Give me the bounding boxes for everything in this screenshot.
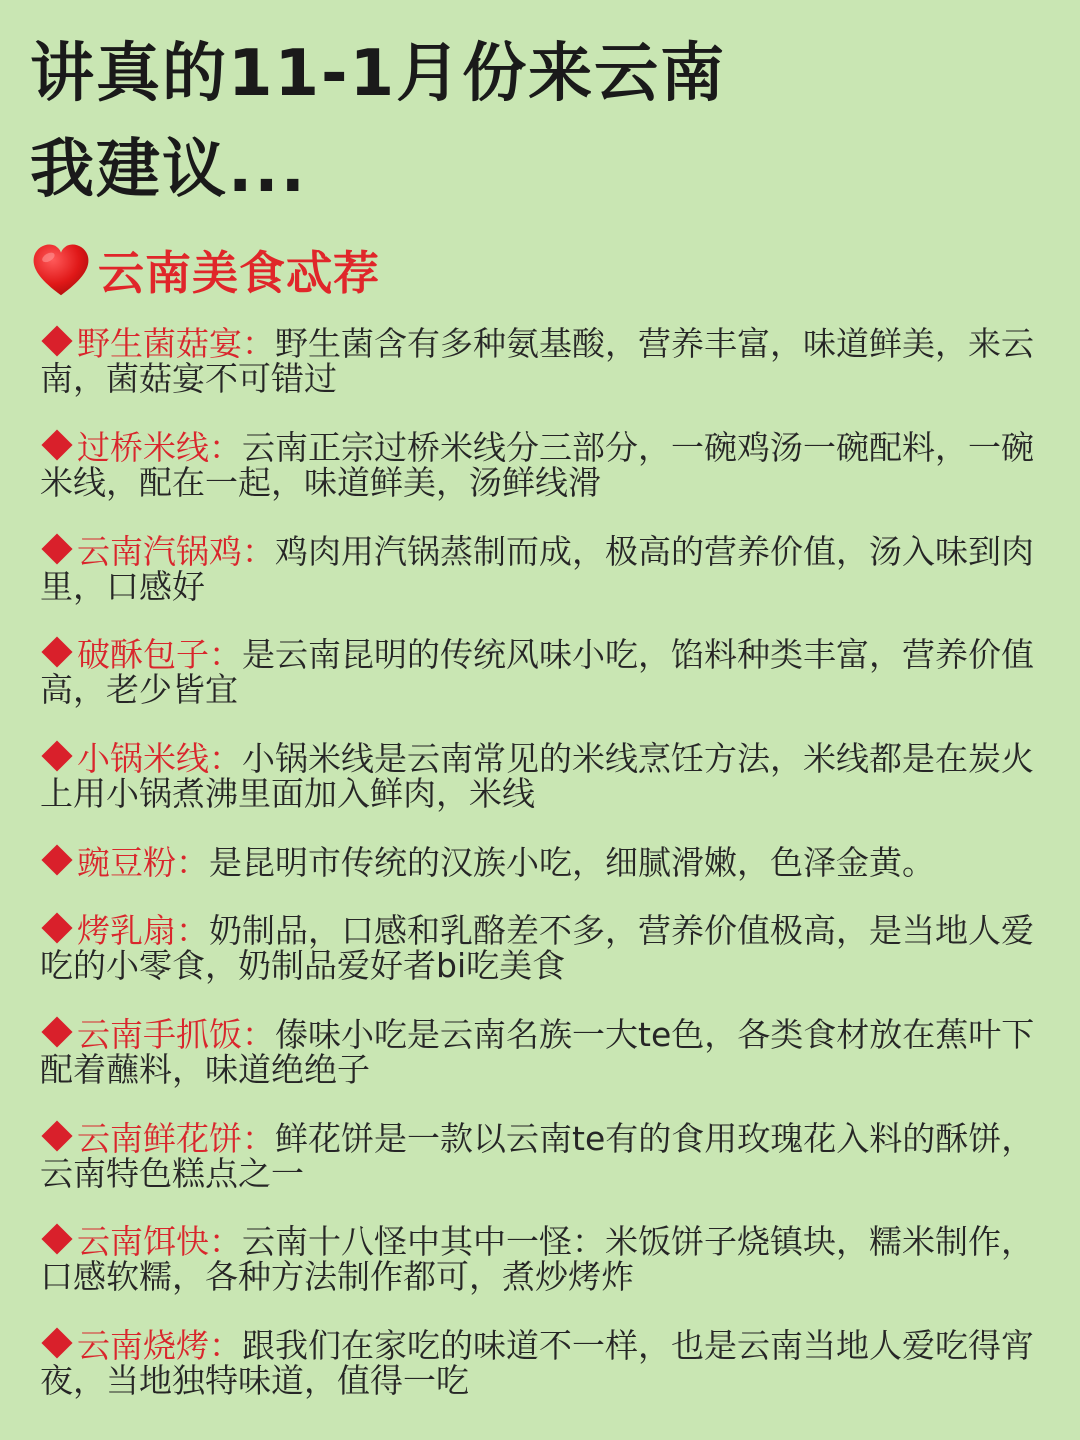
food-name: 云南鲜花饼： <box>77 1118 275 1158</box>
diamond-bullet-icon <box>41 912 72 943</box>
diamond-bullet-icon <box>41 844 72 875</box>
list-item <box>40 741 1050 845</box>
food-description: 云南正宗过桥米线分三部分，一碗鸡汤一碗配料，一碗米线，配在一起，味道鲜美，汤鲜线滑 <box>40 427 1034 502</box>
list-item <box>40 427 1050 534</box>
food-name: 破酥包子： <box>77 635 242 675</box>
food-name: 过桥米线： <box>77 427 242 467</box>
food-description: 小锅米线是云南常见的米线烹饪方法，米线都是在炭火上用小锅煮沸里面加入鲜肉，米线 <box>40 739 1034 814</box>
list-item <box>40 637 1050 741</box>
food-description: 鸡肉用汽锅蒸制而成，极高的营养价值，汤入味到肉里，口感好 <box>40 531 1034 606</box>
diamond-bullet-icon <box>41 741 72 772</box>
list-item <box>40 531 1050 638</box>
list-item <box>40 910 1050 1017</box>
list-item <box>40 1014 1050 1121</box>
food-description: 野生菌含有多种氨基酸，营养丰富，味道鲜美，来云南，菌菇宴不可错过 <box>40 324 1034 398</box>
section-title: 云南美食忒荐 <box>98 246 380 300</box>
food-description: 奶制品，口感和乳酪差不多，营养价值极高，是当地人爱吃的小零食，奶制品爱好者bi吃美食 <box>40 910 1034 985</box>
food-description: 鲜花饼是一款以云南te有的食用玫瑰花入料的酥饼，云南特色糕点之一 <box>40 1118 1035 1193</box>
food-name: 云南饵快： <box>77 1222 242 1262</box>
food-description: 跟我们在家吃的味道不一样，也是云南当地人爱吃得宵夜，当地独特味道，值得一吃 <box>40 1326 1034 1401</box>
heart-icon <box>30 240 92 300</box>
list-item <box>40 1224 1050 1328</box>
food-name: 野生菌菇宴： <box>77 324 275 363</box>
diamond-bullet-icon <box>41 325 72 356</box>
food-description: 云南十八怪中其中一怪：米饭饼子烧镇块，糯米制作，口感软糯，各种方法制作都可，煮炒烤炸 <box>40 1222 1034 1297</box>
food-name: 云南手抓饭： <box>77 1014 275 1054</box>
diamond-bullet-icon <box>41 1328 72 1359</box>
list-item <box>40 1118 1050 1225</box>
diamond-bullet-icon <box>41 1016 72 1047</box>
food-name: 云南汽锅鸡： <box>77 531 275 571</box>
list-item <box>40 326 1050 430</box>
diamond-bullet-icon <box>41 1120 72 1151</box>
food-list <box>40 326 1050 1432</box>
diamond-bullet-icon <box>41 1224 72 1255</box>
list-item <box>40 1328 1050 1432</box>
list-item <box>40 842 1050 913</box>
food-name: 云南烧烤： <box>77 1326 242 1366</box>
section-header <box>30 240 380 300</box>
diamond-bullet-icon <box>41 533 72 564</box>
food-description: 是云南昆明的传统风味小吃，馅料种类丰富，营养价值高，老少皆宜 <box>40 635 1034 710</box>
page-subtitle: 我建议... <box>30 133 307 207</box>
page-title: 讲真的11-1月份来云南 <box>30 37 727 111</box>
food-name: 豌豆粉： <box>77 842 209 882</box>
diamond-bullet-icon <box>41 637 72 668</box>
food-name: 烤乳扇： <box>77 910 209 950</box>
food-name: 小锅米线： <box>77 739 242 779</box>
food-description: 是昆明市传统的汉族小吃，细腻滑嫩，色泽金黄。 <box>209 842 935 882</box>
food-description: 傣味小吃是云南名族一大te色，各类食材放在蕉叶下配着蘸料，味道绝绝子 <box>40 1014 1035 1089</box>
diamond-bullet-icon <box>41 429 72 460</box>
